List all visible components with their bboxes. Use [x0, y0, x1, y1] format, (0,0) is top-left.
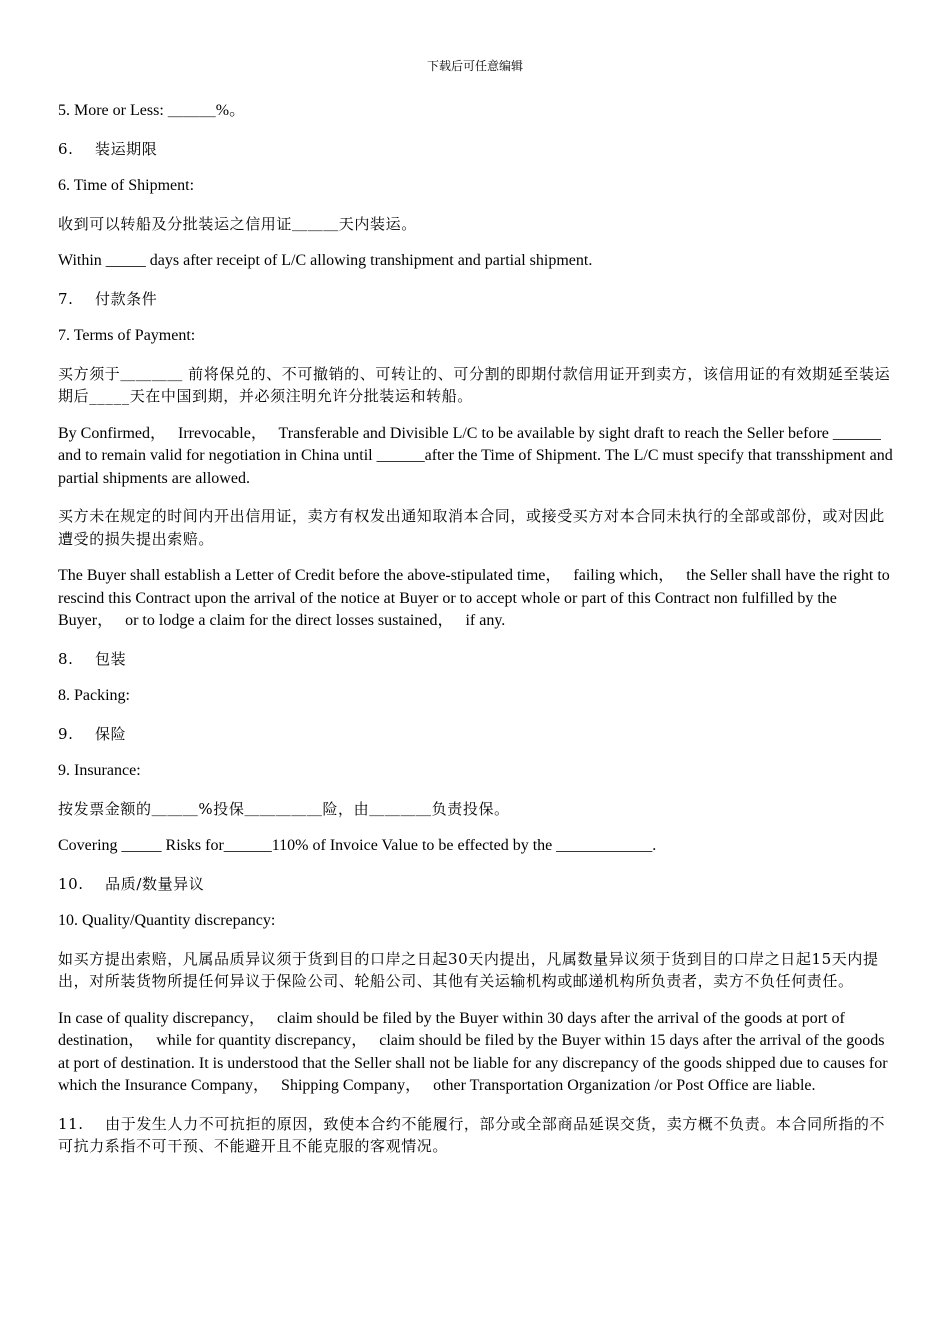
clause-7-heading-en: 7. Terms of Payment: — [58, 327, 196, 344]
clause-10-text-cn: 如买方提出索赔，凡属品质异议须于货到目的口岸之日起30天内提出，凡属数量异议须于货到目的口岸之日起15天内提出，对所装货物所提任何异议于保险公司、轮船公司、其他有关运输机构或邮递机构所负责者，卖方不负任何责任。 — [58, 949, 879, 990]
clause-7-heading-cn: 7. 付款条件 — [58, 289, 158, 308]
clause-9-text-cn: 按发票金额的＿＿＿%投保＿＿＿＿＿险，由＿＿＿＿负责投保。 — [58, 799, 510, 818]
clause-9-heading-cn: 9. 保险 — [58, 724, 127, 743]
clause-9-heading-en: 9. Insurance: — [58, 762, 141, 779]
clause-7-cancel-en: The Buyer shall establish a Letter of Credit before the above-stipulated time， failing which， the Seller shall have the right to rescind this Contract upon the arrival of the notice at Buyer or to accept whole or part of this Contract non fulfilled by the Buyer， or to lodge a claim for the direct losses sustained， if any. — [58, 567, 894, 629]
clause-7-cancel-cn: 买方未在规定的时间内开出信用证，卖方有权发出通知取消本合同，或接受买方对本合同未执行的全部或部份，或对因此遭受的损失提出索赔。 — [58, 507, 885, 548]
clause-10-heading-cn: 10. 品质/数量异议 — [58, 874, 205, 893]
clause-8-heading-en: 8. Packing: — [58, 687, 130, 704]
clause-6-text-en: Within _____ days after receipt of L/C allowing transhipment and partial shipment. — [58, 252, 593, 269]
clause-7-text-en: By Confirmed， Irrevocable， Transferable and Divisible L/C to be available by sight draft to reach the Seller before ______ and to remain valid for negotiation in China until ______after the Time of Shipment. The L/C must specify that transshipment and partial shipments are allowed. — [58, 424, 897, 487]
clause-5-more-or-less: 5. More or Less: ＿＿＿%。 — [58, 102, 246, 119]
clause-8-heading-cn: 8. 包装 — [58, 649, 127, 668]
clause-6-heading-cn: 6. 装运期限 — [58, 139, 158, 158]
page-header-note: 下载后可任意编辑 — [426, 59, 523, 73]
clause-9-text-en: Covering _____ Risks for______110% of Invoice Value to be effected by the ____________. — [58, 837, 657, 854]
contract-body — [58, 100, 897, 1173]
clause-11-text-cn: 11. 由于发生人力不可抗拒的原因，致使本合约不能履行，部分或全部商品延误交货，卖方概不负责。本合同所指的不可抗力系指不可干预、不能避开且不能克服的客观情况。 — [58, 1114, 886, 1155]
clause-7-text-cn: 买方须于＿＿＿＿ 前将保兑的、不可撤销的、可转让的、可分割的即期付款信用证开到卖方，该信用证的有效期延至装运期后_____天在中国到期，并必须注明允许分批装运和转船。 — [58, 364, 891, 405]
clause-10-text-en: In case of quality discrepancy， claim should be filed by the Buyer within 30 days after the arrival of the goods at port of destination， while for quantity discrepancy， claim should be filed by the Buyer within 15 days after the arrival of the goods at port of destination. It is understood that the Seller shall not be liable for any discrepancy of the goods shipped due to causes for which the Insurance Company， Shipping Company， other Transportation Organization /or Post Office are liable. — [58, 1009, 892, 1094]
clause-6-heading-en: 6. Time of Shipment: — [58, 177, 195, 194]
clause-10-heading-en: 10. Quality/Quantity discrepancy: — [58, 912, 276, 929]
clause-6-text-cn: 收到可以转船及分批装运之信用证＿＿＿天内装运。 — [58, 214, 417, 233]
